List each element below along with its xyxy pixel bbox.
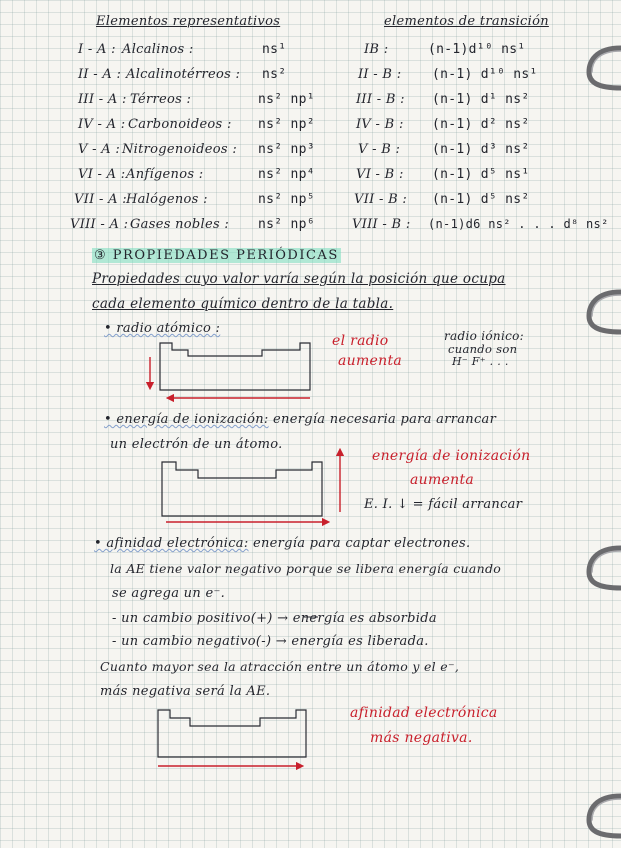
trans-group: IB :	[364, 42, 389, 57]
rep-name: Gases nobles :	[130, 217, 230, 232]
ionizacion-term: • energía de ionización:	[104, 412, 269, 427]
trans-config: (n-1) d³ ns²	[432, 142, 530, 157]
rep-group: II - A :	[78, 67, 122, 82]
rep-group: VIII - A :	[70, 217, 129, 232]
radio-label-text: • radio atómico :	[104, 321, 221, 336]
trans-group: VII - B :	[354, 192, 408, 207]
afinidad-line-2: la AE tiene valor negativo porque se libera energía cuando	[110, 561, 502, 576]
afinidad-red-line-2: más negativa.	[370, 730, 473, 746]
rep-config: ns² np⁵	[258, 192, 315, 207]
rep-config: ns¹	[262, 42, 287, 57]
rep-group: III - A :	[78, 92, 127, 107]
trans-config: (n-1) d² ns²	[432, 117, 530, 132]
periodic-table-sketch-2	[162, 462, 322, 516]
afinidad-term: • afinidad electrónica:	[94, 536, 249, 551]
left-header: Elementos representativos	[96, 14, 281, 29]
radio-red-line-1: el radio	[332, 333, 389, 349]
rep-config: ns² np³	[258, 142, 315, 157]
rep-name: Halógenos :	[126, 192, 208, 207]
radio-red-line-2: aumenta	[338, 353, 403, 369]
rep-config: ns² np⁴	[258, 167, 315, 182]
trans-group: V - B :	[358, 142, 401, 157]
trans-group: II - B :	[358, 67, 402, 82]
right-header: elementos de transición	[384, 14, 549, 29]
rep-group: VII - A :	[74, 192, 127, 207]
trans-group: III - B :	[356, 92, 405, 107]
rep-group: VI - A :	[78, 167, 126, 182]
trans-group: VIII - B :	[352, 217, 411, 232]
afinidad-line-6: Cuanto mayor sea la atracción entre un átomo y el e⁻,	[100, 659, 460, 674]
trans-config: (n-1)d¹⁰ ns¹	[428, 42, 526, 57]
afinidad-line-5: - un cambio negativo(-) → energía es liberada.	[112, 634, 429, 649]
ionizacion-note: E. I. ↓ = fácil arrancar	[364, 497, 523, 512]
section-title-text: ③ PROPIEDADES PERIÓDICAS	[94, 248, 339, 263]
rep-config: ns² np²	[258, 117, 315, 132]
rep-group: V - A :	[78, 142, 121, 157]
afinidad-line-4: - un cambio positivo(+) → energía es absorbida	[112, 611, 437, 626]
intro-line-1: Propiedades cuyo valor varía según la posición que ocupa	[92, 271, 506, 287]
ionizacion-red-line-1: energía de ionización	[372, 448, 531, 464]
binder-rings	[575, 0, 621, 848]
ionizacion-line-2: un electrón de un átomo.	[110, 437, 283, 452]
afinidad-line-3: se agrega un e⁻.	[112, 586, 226, 601]
periodic-table-sketch-1	[160, 343, 310, 390]
ionic-line-3: H⁻ F⁺ . . .	[452, 355, 509, 368]
rep-name: Térreos :	[130, 92, 192, 107]
trans-config: (n-1)d6 ns² . . . d⁸ ns²	[428, 217, 609, 231]
afinidad-def: energía para captar electrones.	[248, 536, 471, 551]
rep-config: ns² np¹	[258, 92, 315, 107]
ionic-line-2: cuando son	[448, 342, 518, 356]
rep-config: ns² np⁶	[258, 217, 315, 232]
rep-config: ns²	[262, 67, 287, 82]
rep-name: Nitrogenoideos :	[122, 142, 237, 157]
ionizacion-def: energía necesaria para arrancar	[268, 412, 497, 427]
trans-group: IV - B :	[356, 117, 404, 132]
rep-group: IV - A :	[78, 117, 126, 132]
afinidad-line-7: más negativa será la AE.	[100, 684, 271, 699]
trans-group: VI - B :	[356, 167, 404, 182]
rep-name: Alcalinotérreos :	[126, 67, 241, 82]
afinidad-red-line-1: afinidad electrónica	[350, 705, 498, 721]
trans-config: (n-1) d⁵ ns²	[432, 192, 530, 207]
rep-group: I - A :	[78, 42, 116, 57]
rep-name: Alcalinos :	[122, 42, 194, 57]
intro-line-2: cada elemento químico dentro de la tabla.	[92, 296, 394, 312]
rep-name: Carbonoideos :	[128, 117, 232, 132]
ionizacion-red-line-2: aumenta	[410, 472, 475, 488]
periodic-table-sketch-3	[158, 710, 306, 757]
trans-config: (n-1) d¹ ns²	[432, 92, 530, 107]
ionic-line-1: radio iónico:	[444, 329, 524, 343]
trans-config: (n-1) d⁵ ns¹	[432, 167, 530, 182]
trans-config: (n-1) d¹⁰ ns¹	[432, 67, 538, 82]
rep-name: Anfígenos :	[126, 167, 204, 182]
